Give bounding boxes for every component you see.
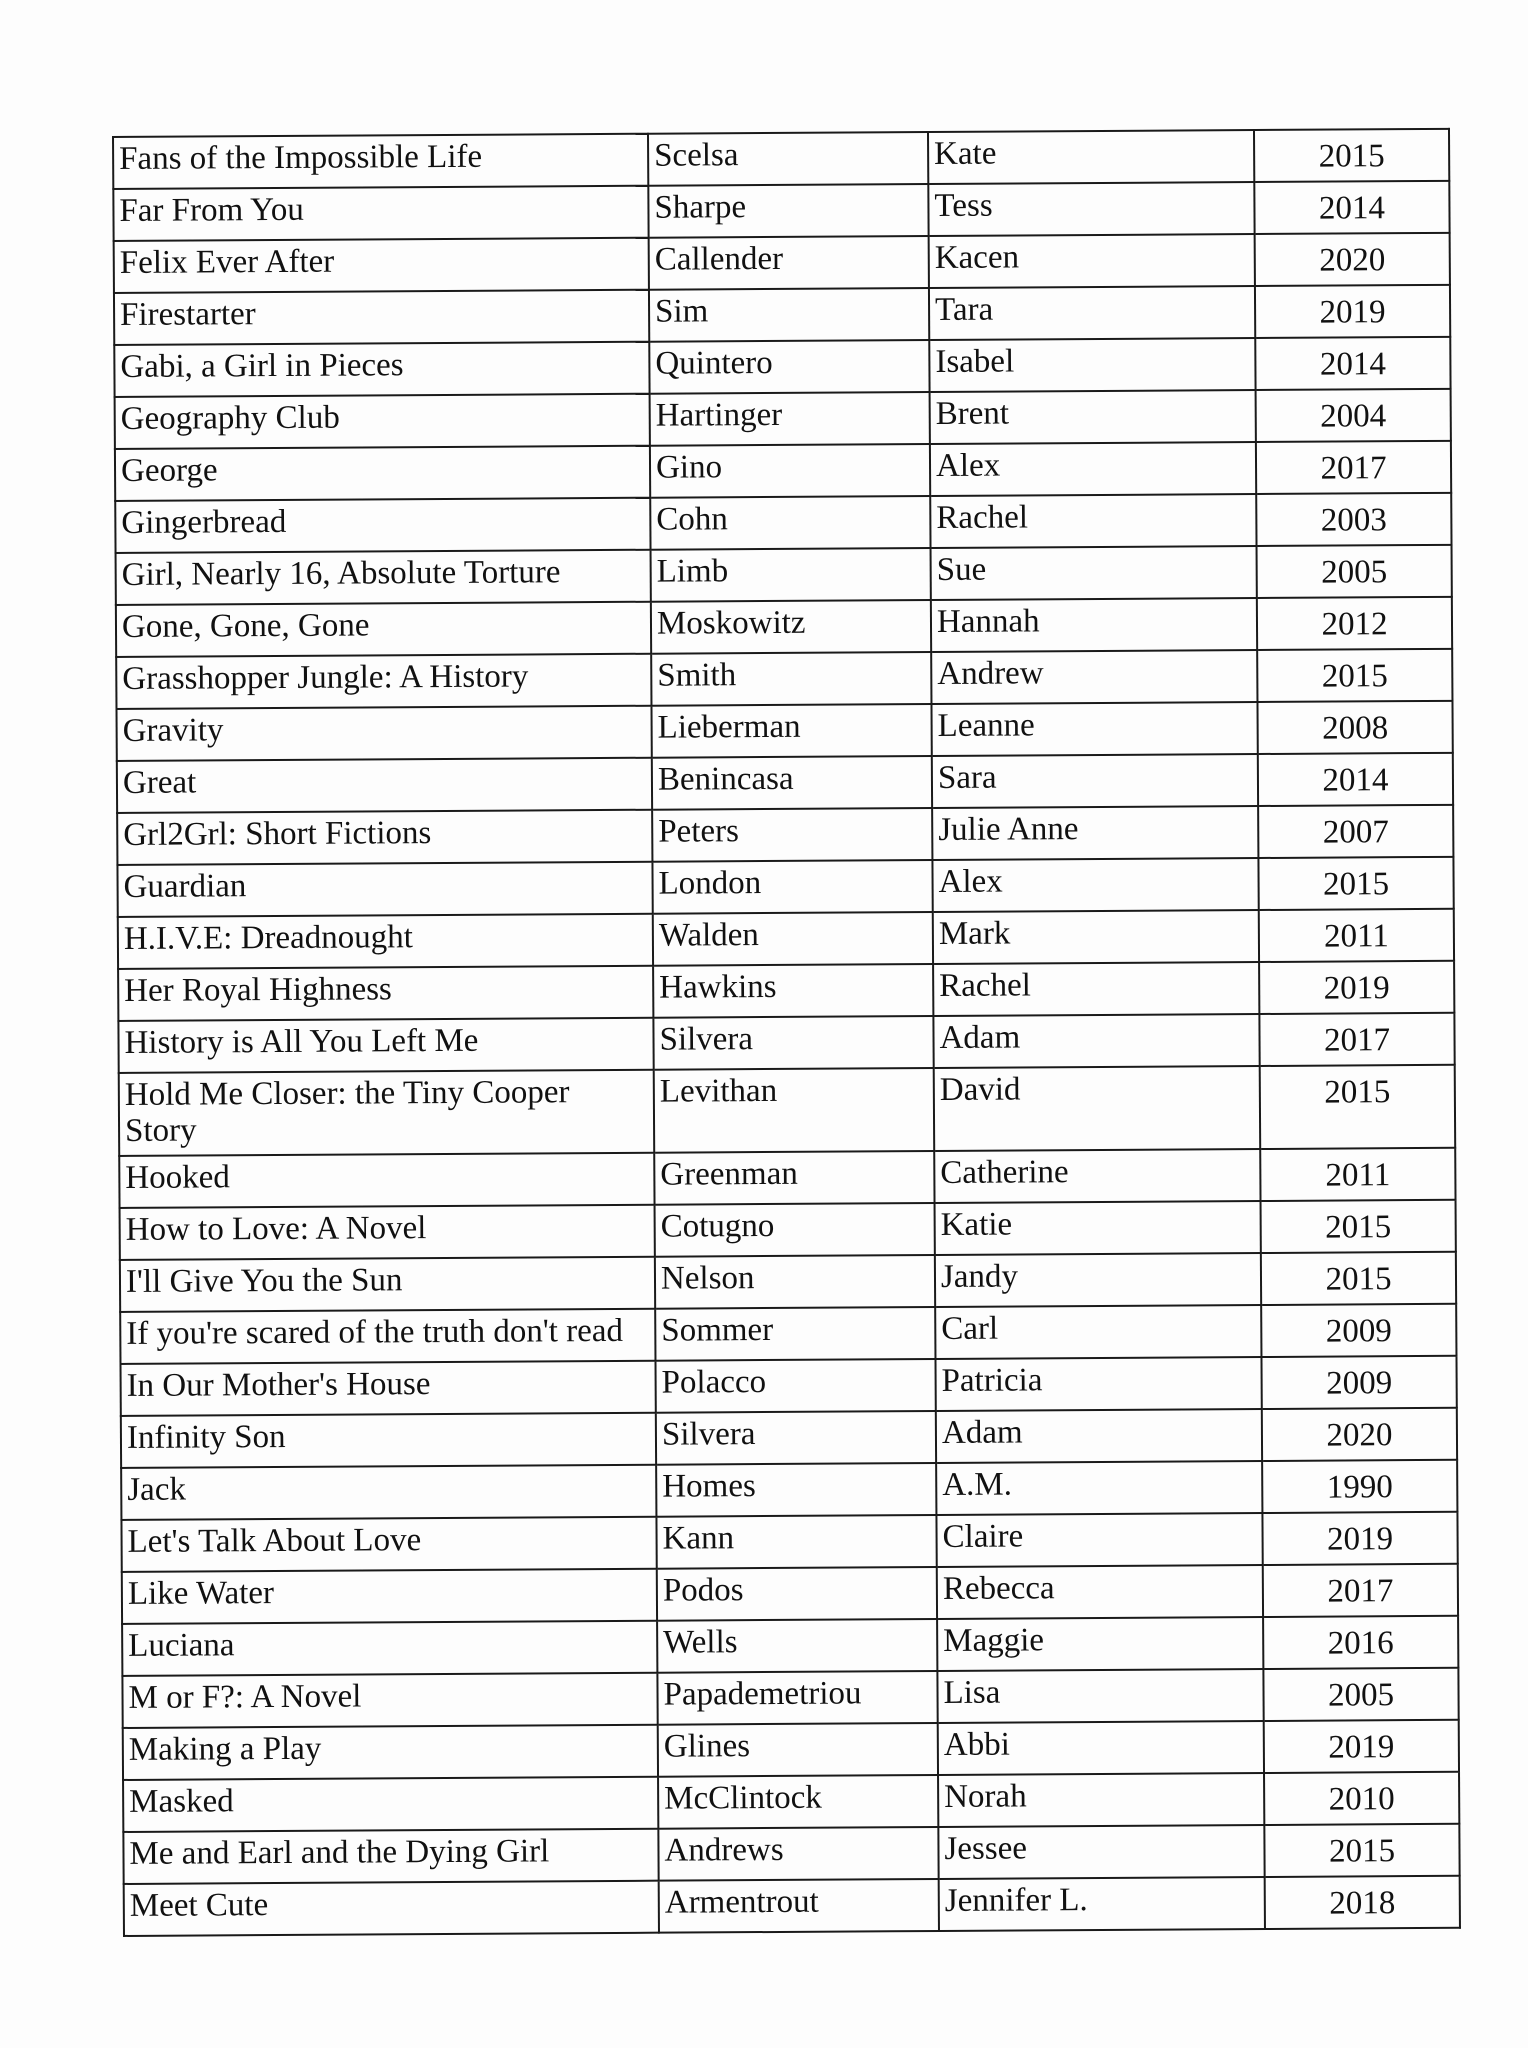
book-title-cell: Let's Talk About Love xyxy=(121,1517,656,1572)
table-row xyxy=(115,493,1451,553)
publication-year-cell: 2019 xyxy=(1264,1720,1459,1773)
author-last-name-cell: Moskowitz xyxy=(651,600,931,654)
publication-year-cell: 2015 xyxy=(1254,129,1449,182)
publication-year-cell: 2015 xyxy=(1258,857,1453,910)
book-title-cell: Me and Earl and the Dying Girl xyxy=(123,1829,658,1884)
author-last-name-cell: Andrews xyxy=(658,1827,938,1881)
table-row xyxy=(113,129,1449,189)
author-last-name-cell: Sommer xyxy=(655,1307,935,1361)
book-title-cell: Great xyxy=(117,758,652,813)
author-first-name-cell: Hannah xyxy=(931,598,1257,652)
publication-year-cell: 2004 xyxy=(1256,389,1451,442)
author-first-name-cell: Leanne xyxy=(931,702,1257,756)
author-last-name-cell: McClintock xyxy=(658,1775,938,1829)
book-title-cell: Her Royal Highness xyxy=(118,966,653,1021)
table-row xyxy=(114,285,1450,345)
author-first-name-cell: Kate xyxy=(928,130,1254,184)
book-title-cell: Guardian xyxy=(117,862,652,917)
author-last-name-cell: Quintero xyxy=(649,340,929,394)
book-title-cell: Meet Cute xyxy=(124,1881,659,1936)
author-first-name-cell: Jennifer L. xyxy=(939,1877,1265,1931)
table-row xyxy=(116,649,1452,709)
author-last-name-cell: Hawkins xyxy=(653,964,933,1018)
book-title-cell: Grl2Grl: Short Fictions xyxy=(117,810,652,865)
author-last-name-cell: Benincasa xyxy=(652,756,932,810)
author-last-name-cell: Glines xyxy=(658,1723,938,1777)
book-title-cell: History is All You Left Me xyxy=(118,1018,653,1073)
author-first-name-cell: Jandy xyxy=(935,1253,1261,1307)
publication-year-cell: 2009 xyxy=(1261,1356,1456,1409)
publication-year-cell: 2014 xyxy=(1254,181,1449,234)
book-title-cell: Far From You xyxy=(113,186,648,241)
publication-year-cell: 2017 xyxy=(1259,1013,1454,1066)
table-row xyxy=(119,1065,1455,1156)
table-row xyxy=(119,1148,1455,1208)
publication-year-cell: 2005 xyxy=(1257,545,1452,598)
table-row xyxy=(114,337,1450,397)
author-last-name-cell: Hartinger xyxy=(650,392,930,446)
author-first-name-cell: Rebecca xyxy=(937,1565,1263,1619)
book-list-table xyxy=(112,128,1461,1937)
table-row xyxy=(122,1616,1458,1676)
book-title-cell: Gabi, a Girl in Pieces xyxy=(114,342,649,397)
publication-year-cell: 2015 xyxy=(1264,1824,1459,1877)
publication-year-cell: 2005 xyxy=(1263,1668,1458,1721)
author-first-name-cell: Tess xyxy=(928,182,1254,236)
author-first-name-cell: Andrew xyxy=(931,650,1257,704)
book-title-cell: Firestarter xyxy=(114,290,649,345)
author-last-name-cell: Wells xyxy=(657,1619,937,1673)
author-last-name-cell: Smith xyxy=(651,652,931,706)
author-first-name-cell: A.M. xyxy=(936,1461,1262,1515)
publication-year-cell: 2014 xyxy=(1258,753,1453,806)
author-first-name-cell: Tara xyxy=(929,286,1255,340)
book-title-cell: Felix Ever After xyxy=(114,238,649,293)
author-last-name-cell: Scelsa xyxy=(648,132,928,186)
author-first-name-cell: Sue xyxy=(931,546,1257,600)
table-row xyxy=(121,1512,1457,1572)
author-last-name-cell: London xyxy=(652,860,932,914)
publication-year-cell: 2015 xyxy=(1261,1252,1456,1305)
book-title-cell: How to Love: A Novel xyxy=(120,1205,655,1260)
author-last-name-cell: Polacco xyxy=(655,1359,935,1413)
author-first-name-cell: Patricia xyxy=(935,1357,1261,1411)
book-title-cell: Masked xyxy=(123,1777,658,1832)
table-row xyxy=(115,389,1451,449)
table-row xyxy=(123,1824,1459,1884)
publication-year-cell: 2015 xyxy=(1257,649,1452,702)
publication-year-cell: 2017 xyxy=(1256,441,1451,494)
author-first-name-cell: Julie Anne xyxy=(932,806,1258,860)
author-last-name-cell: Sim xyxy=(649,288,929,342)
author-first-name-cell: Abbi xyxy=(938,1721,1264,1775)
table-body xyxy=(113,129,1460,1936)
publication-year-cell: 2008 xyxy=(1257,701,1452,754)
book-title-cell: Making a Play xyxy=(123,1725,658,1780)
publication-year-cell: 2019 xyxy=(1262,1512,1457,1565)
book-title-cell: Geography Club xyxy=(115,394,650,449)
table-row xyxy=(117,753,1453,813)
author-last-name-cell: Gino xyxy=(650,444,930,498)
author-last-name-cell: Limb xyxy=(651,548,931,602)
publication-year-cell: 2011 xyxy=(1259,909,1454,962)
author-first-name-cell: Adam xyxy=(936,1409,1262,1463)
book-title-cell: Hooked xyxy=(119,1153,654,1208)
book-title-cell: George xyxy=(115,446,650,501)
author-last-name-cell: Silvera xyxy=(653,1016,933,1070)
publication-year-cell: 2011 xyxy=(1260,1148,1455,1201)
book-title-cell: If you're scared of the truth don't read xyxy=(120,1309,655,1364)
author-last-name-cell: Nelson xyxy=(655,1255,935,1309)
table-row xyxy=(121,1356,1457,1416)
author-first-name-cell: Rachel xyxy=(933,962,1259,1016)
table-row xyxy=(121,1408,1457,1468)
publication-year-cell: 2014 xyxy=(1255,337,1450,390)
book-title-cell: H.I.V.E: Dreadnought xyxy=(118,914,653,969)
table-row xyxy=(113,181,1449,241)
book-title-cell: Gone, Gone, Gone xyxy=(116,602,651,657)
author-first-name-cell: Alex xyxy=(932,858,1258,912)
publication-year-cell: 2003 xyxy=(1256,493,1451,546)
author-last-name-cell: Greenman xyxy=(654,1151,934,1205)
author-last-name-cell: Papademetriou xyxy=(657,1671,937,1725)
author-last-name-cell: Levithan xyxy=(654,1068,935,1153)
author-first-name-cell: Maggie xyxy=(937,1617,1263,1671)
book-title-cell: I'll Give You the Sun xyxy=(120,1257,655,1312)
author-last-name-cell: Peters xyxy=(652,808,932,862)
publication-year-cell: 2015 xyxy=(1260,1065,1456,1149)
publication-year-cell: 2019 xyxy=(1259,961,1454,1014)
author-last-name-cell: Cohn xyxy=(650,496,930,550)
book-title-cell: Grasshopper Jungle: A History xyxy=(116,654,651,709)
book-title-cell: Fans of the Impossible Life xyxy=(113,134,648,189)
author-first-name-cell: Norah xyxy=(938,1773,1264,1827)
author-last-name-cell: Lieberman xyxy=(651,704,931,758)
book-title-cell: Hold Me Closer: the Tiny Cooper Story xyxy=(119,1070,654,1156)
author-last-name-cell: Sharpe xyxy=(648,184,928,238)
book-title-cell: Luciana xyxy=(122,1621,657,1676)
author-last-name-cell: Kann xyxy=(656,1515,936,1569)
publication-year-cell: 2020 xyxy=(1255,233,1450,286)
table-row xyxy=(120,1200,1456,1260)
book-title-cell: Jack xyxy=(121,1465,656,1520)
book-title-cell: Like Water xyxy=(122,1569,657,1624)
author-first-name-cell: Mark xyxy=(933,910,1259,964)
author-first-name-cell: Jessee xyxy=(938,1825,1264,1879)
book-title-cell: In Our Mother's House xyxy=(121,1361,656,1416)
table-row xyxy=(117,805,1453,865)
publication-year-cell: 2015 xyxy=(1261,1200,1456,1253)
book-title-cell: Girl, Nearly 16, Absolute Torture xyxy=(116,550,651,605)
author-last-name-cell: Armentrout xyxy=(659,1879,939,1933)
author-last-name-cell: Walden xyxy=(653,912,933,966)
author-first-name-cell: Catherine xyxy=(934,1149,1260,1203)
table-row xyxy=(120,1252,1456,1312)
author-first-name-cell: Alex xyxy=(930,442,1256,496)
table-row xyxy=(118,1013,1454,1073)
publication-year-cell: 2012 xyxy=(1257,597,1452,650)
author-first-name-cell: Isabel xyxy=(929,338,1255,392)
table-row xyxy=(117,701,1453,761)
author-first-name-cell: Adam xyxy=(933,1014,1259,1068)
author-first-name-cell: Lisa xyxy=(937,1669,1263,1723)
table-row xyxy=(118,909,1454,969)
publication-year-cell: 2020 xyxy=(1262,1408,1457,1461)
table-row xyxy=(117,857,1453,917)
table-row xyxy=(116,597,1452,657)
author-last-name-cell: Homes xyxy=(656,1463,936,1517)
author-first-name-cell: Sara xyxy=(932,754,1258,808)
publication-year-cell: 2016 xyxy=(1263,1616,1458,1669)
author-first-name-cell: Rachel xyxy=(930,494,1256,548)
author-last-name-cell: Cotugno xyxy=(655,1203,935,1257)
table-row xyxy=(121,1460,1457,1520)
table-row xyxy=(115,441,1451,501)
book-title-cell: Gravity xyxy=(117,706,652,761)
author-first-name-cell: Carl xyxy=(935,1305,1261,1359)
publication-year-cell: 2018 xyxy=(1265,1876,1460,1929)
table-row xyxy=(122,1564,1458,1624)
author-last-name-cell: Callender xyxy=(649,236,929,290)
table-row xyxy=(120,1304,1456,1364)
publication-year-cell: 1990 xyxy=(1262,1460,1457,1513)
table-row xyxy=(114,233,1450,293)
table-row xyxy=(118,961,1454,1021)
book-title-cell: Infinity Son xyxy=(121,1413,656,1468)
table-row xyxy=(123,1772,1459,1832)
table-row xyxy=(122,1668,1458,1728)
author-last-name-cell: Silvera xyxy=(656,1411,936,1465)
publication-year-cell: 2010 xyxy=(1264,1772,1459,1825)
book-title-cell: M or F?: A Novel xyxy=(122,1673,657,1728)
author-first-name-cell: David xyxy=(934,1066,1261,1151)
table-row xyxy=(123,1720,1459,1780)
author-first-name-cell: Claire xyxy=(936,1513,1262,1567)
publication-year-cell: 2009 xyxy=(1261,1304,1456,1357)
publication-year-cell: 2007 xyxy=(1258,805,1453,858)
book-title-cell: Gingerbread xyxy=(115,498,650,553)
author-first-name-cell: Katie xyxy=(935,1201,1261,1255)
table-row xyxy=(116,545,1452,605)
publication-year-cell: 2017 xyxy=(1263,1564,1458,1617)
publication-year-cell: 2019 xyxy=(1255,285,1450,338)
author-first-name-cell: Brent xyxy=(930,390,1256,444)
author-first-name-cell: Kacen xyxy=(929,234,1255,288)
table-row xyxy=(124,1876,1460,1936)
author-last-name-cell: Podos xyxy=(657,1567,937,1621)
